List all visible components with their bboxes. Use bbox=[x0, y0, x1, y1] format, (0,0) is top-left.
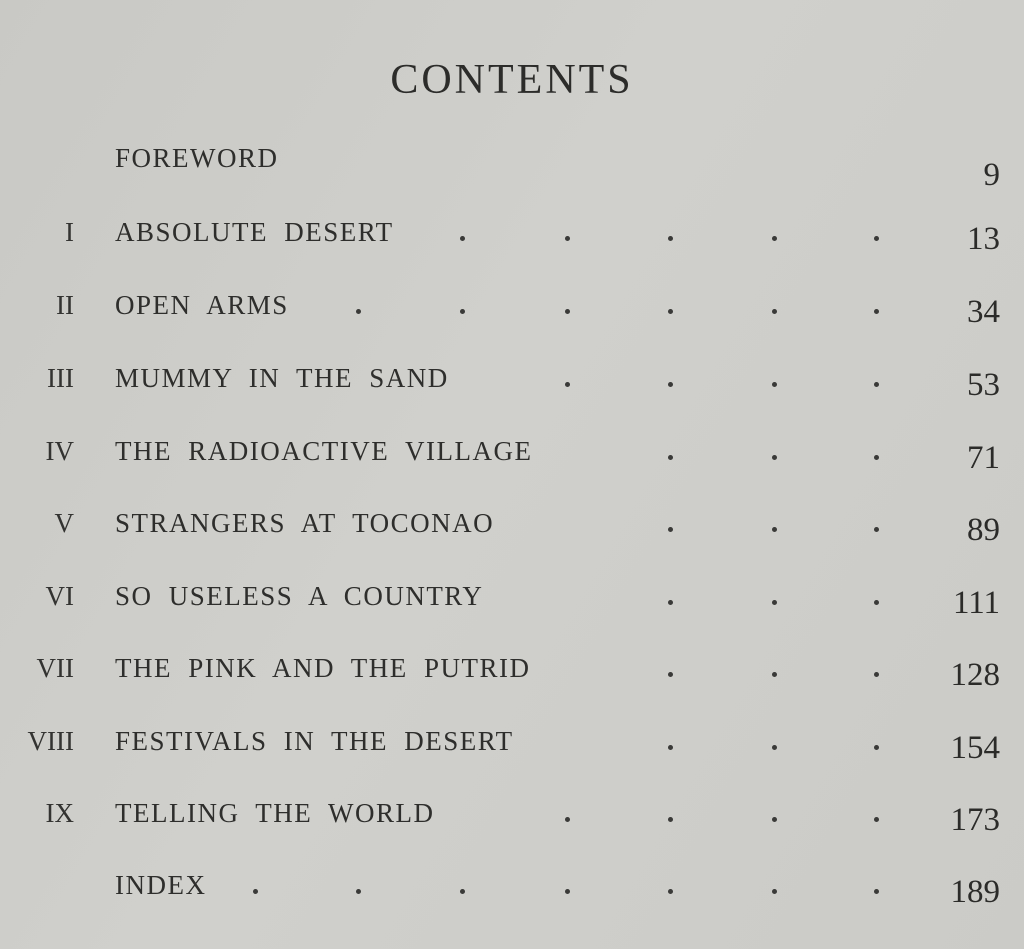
leader-dot bbox=[874, 745, 879, 750]
leader-dot bbox=[668, 382, 673, 387]
chapter-number: I bbox=[65, 217, 74, 247]
page-number: 71 bbox=[967, 440, 1000, 476]
chapter-number: V bbox=[54, 508, 74, 538]
leader-dot bbox=[772, 309, 777, 314]
chapter-title: FESTIVALS IN THE DESERT bbox=[115, 726, 514, 756]
toc-entry-chapter-5 bbox=[0, 508, 1024, 548]
leader-dot bbox=[874, 672, 879, 677]
leader-dot bbox=[668, 309, 673, 314]
leader-dot bbox=[772, 817, 777, 822]
page-number: 111 bbox=[952, 585, 1000, 621]
leader-dot bbox=[253, 889, 258, 894]
leader-dot bbox=[772, 236, 777, 241]
leader-dot bbox=[565, 236, 570, 241]
leader-dot bbox=[874, 382, 879, 387]
leader-dot bbox=[460, 889, 465, 894]
leader-dot bbox=[668, 672, 673, 677]
chapter-number: VII bbox=[36, 653, 74, 683]
leader-dot bbox=[772, 527, 777, 532]
leader-dot bbox=[874, 889, 879, 894]
page-number: 53 bbox=[967, 367, 1000, 403]
toc-entry-index bbox=[0, 870, 1024, 910]
chapter-title: ABSOLUTE DESERT bbox=[115, 217, 394, 247]
chapter-title: MUMMY IN THE SAND bbox=[115, 363, 449, 393]
leader-dot bbox=[565, 817, 570, 822]
page-title: CONTENTS bbox=[390, 57, 634, 103]
toc-entry-chapter-8 bbox=[0, 726, 1024, 766]
leader-dot bbox=[874, 817, 879, 822]
chapter-title: SO USELESS A COUNTRY bbox=[115, 581, 484, 611]
leader-dot bbox=[668, 817, 673, 822]
toc-entry-chapter-1 bbox=[0, 217, 1024, 257]
leader-dot bbox=[668, 455, 673, 460]
leader-dot bbox=[772, 600, 777, 605]
leader-dot bbox=[874, 309, 879, 314]
page-number: 128 bbox=[950, 657, 1000, 693]
page-number: 9 bbox=[983, 157, 1000, 193]
chapter-number: VI bbox=[45, 581, 74, 611]
leader-dot bbox=[356, 889, 361, 894]
leader-dot bbox=[874, 600, 879, 605]
toc-entry-chapter-9 bbox=[0, 798, 1024, 838]
chapter-number: III bbox=[47, 363, 74, 393]
leader-dot bbox=[772, 455, 777, 460]
toc-entry-foreword bbox=[0, 143, 1024, 193]
page-number: 189 bbox=[950, 874, 1000, 910]
chapter-number: IV bbox=[45, 436, 74, 466]
leader-dot bbox=[668, 527, 673, 532]
chapter-number: VIII bbox=[27, 726, 74, 756]
leader-dot bbox=[874, 455, 879, 460]
chapter-title: INDEX bbox=[115, 870, 207, 900]
leader-dot bbox=[874, 527, 879, 532]
chapter-title: THE PINK AND THE PUTRID bbox=[115, 653, 531, 683]
page-number: 34 bbox=[967, 294, 1000, 330]
leader-dot bbox=[460, 309, 465, 314]
page-number: 154 bbox=[950, 730, 1000, 766]
leader-dot bbox=[565, 382, 570, 387]
chapter-title: TELLING THE WORLD bbox=[115, 798, 435, 828]
chapter-title: THE RADIOACTIVE VILLAGE bbox=[115, 436, 533, 466]
leader-dot bbox=[565, 889, 570, 894]
toc-entry-chapter-4 bbox=[0, 436, 1024, 476]
leader-dot bbox=[668, 889, 673, 894]
leader-dot bbox=[772, 889, 777, 894]
chapter-title: OPEN ARMS bbox=[115, 290, 289, 320]
chapter-number: II bbox=[56, 290, 74, 320]
leader-dot bbox=[772, 672, 777, 677]
leader-dot bbox=[772, 745, 777, 750]
leader-dot bbox=[668, 600, 673, 605]
leader-dot bbox=[565, 309, 570, 314]
toc-entry-chapter-7 bbox=[0, 653, 1024, 693]
toc-entry-chapter-3 bbox=[0, 363, 1024, 403]
leader-dot bbox=[668, 745, 673, 750]
chapter-title: STRANGERS AT TOCONAO bbox=[115, 508, 495, 538]
toc-entry-chapter-2 bbox=[0, 290, 1024, 330]
page-number: 13 bbox=[967, 221, 1000, 257]
toc-entry-chapter-6 bbox=[0, 581, 1024, 621]
chapter-title: FOREWORD bbox=[115, 143, 279, 173]
leader-dot bbox=[356, 309, 361, 314]
page-number: 173 bbox=[950, 802, 1000, 838]
page-number: 89 bbox=[967, 512, 1000, 548]
leader-dot bbox=[460, 236, 465, 241]
leader-dot bbox=[668, 236, 673, 241]
leader-dot bbox=[772, 382, 777, 387]
leader-dot bbox=[874, 236, 879, 241]
chapter-number: IX bbox=[45, 798, 74, 828]
